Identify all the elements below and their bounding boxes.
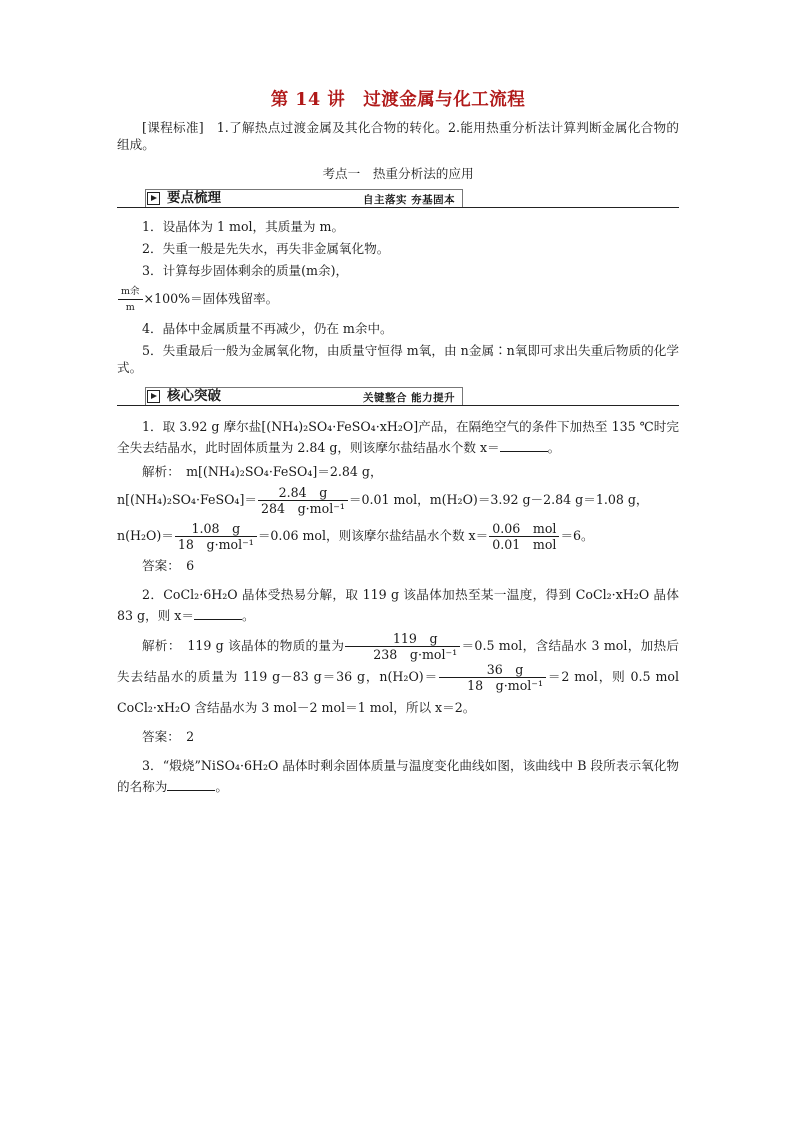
section-bar-key-points — [117, 191, 679, 208]
ratio-formula: $\frac{\text{m余}}{m}$ ×100%＝固体残留率。 — [117, 284, 679, 315]
answer-blank — [500, 439, 548, 452]
section-tag: 关键整合 能力提升 — [363, 392, 456, 404]
fraction: $\frac{119 g}{\text{238 g·mol⁻¹}}$ — [345, 631, 460, 662]
question-2: 2．CoCl₂·6H₂O 晶体受热易分解，取 119 g 该晶体加热至某一温度，得到 CoCl₂·xH₂O 晶体 83 g，则 x＝ 。 — [117, 587, 679, 623]
section-tag: 自主落实 夯基固本 — [363, 194, 456, 206]
answer-line: 答案： 6 — [142, 558, 195, 573]
list-item: 3．计算每步固体剩余的质量(m余)， — [142, 263, 349, 278]
list-item: 1．设晶体为 1 mol，其质量为 m。 — [142, 219, 345, 234]
section-head: 要点梳理 — [167, 190, 221, 206]
play-icon — [147, 390, 160, 403]
answer-blank — [194, 607, 242, 620]
fraction: $\frac{2.84 g}{\text{284 g·mol⁻¹}}$ — [258, 485, 348, 516]
course-standard: [课程标准] 1.了解热点过渡金属及其化合物的转化。2.能用热重分析法计算判断金属化合物的组成。 — [117, 120, 679, 152]
solution-paragraph: 解析： 119 g 该晶体的物质的量为 $\frac{119 g}{\text{238 g·mol⁻¹}}$ ＝0.5 mol，含结晶水 3 mol，加热后失去结晶水的质量为 119 g－83 g＝36 g，n(H₂O)＝ $\frac{36 g}{\text{18 g·mol⁻¹}}$ ＝2 mol，则 0.5 mol CoCl₂·xH₂O 含结晶水为 3 mol－2 mol＝1 mol，所以 x＝2。 — [117, 631, 680, 715]
answer-line: 答案： 2 — [142, 729, 195, 744]
question-1: 1．取 3.92 g 摩尔盐[(NH₄)₂SO₄·FeSO₄·xH₂O]产品，在隔绝空气的条件下加热至 135 ℃时完全失去结晶水，此时固体质量为 2.84 g，则该摩尔盐结晶水个数 x＝ 。 — [117, 419, 679, 455]
fraction: $\frac{\text{0.06 mol}}{\text{0.01 mol}}$ — [489, 521, 559, 552]
section-bar-core — [117, 389, 679, 406]
fraction: $\frac{\text{m余}}{m}$ — [118, 284, 143, 315]
document-page — [117, 92, 679, 802]
page-title: 第 14 讲 过渡金属与化工流程 — [270, 90, 526, 110]
point-heading: 考点一 热重分析法的应用 — [322, 166, 474, 181]
list-item: 2．失重一般是先失水，再失非金属氧化物。 — [142, 241, 390, 256]
list-item: 5．失重最后一般为金属氧化物，由质量守恒得 m氧，由 n金属∶n氧即可求出失重后物质的化学式。 — [117, 343, 679, 375]
list-item: 4．晶体中金属质量不再减少，仍在 m余中。 — [142, 321, 393, 336]
solution-line: n(H₂O)＝ $\frac{1.08 g}{\text{18 g·mol⁻¹}}$ ＝0.06 mol，则该摩尔盐结晶水个数 x＝ $\frac{\text{0.06 mol}}{\text{0.01 mol}}$ ＝6。 — [117, 521, 594, 552]
solution-line: n[(NH₄)₂SO₄·FeSO₄]＝ $\frac{2.84 g}{\text{284 g·mol⁻¹}}$ ＝0.01 mol，m(H₂O)＝3.92 g－2.84 g＝1.08 g， — [117, 485, 649, 516]
fraction: $\frac{36 g}{\text{18 g·mol⁻¹}}$ — [439, 662, 546, 693]
answer-blank — [167, 778, 215, 791]
fraction: $\frac{1.08 g}{\text{18 g·mol⁻¹}}$ — [175, 521, 257, 552]
play-icon — [147, 192, 160, 205]
question-3: 3．“煅烧”NiSO₄·6H₂O 晶体时剩余固体质量与温度变化曲线如图，该曲线中 B 段所表示氧化物的名称为 。 — [117, 758, 679, 794]
solution-line: 解析： m[(NH₄)₂SO₄·FeSO₄]＝2.84 g， — [142, 464, 383, 479]
section-head: 核心突破 — [167, 388, 221, 404]
